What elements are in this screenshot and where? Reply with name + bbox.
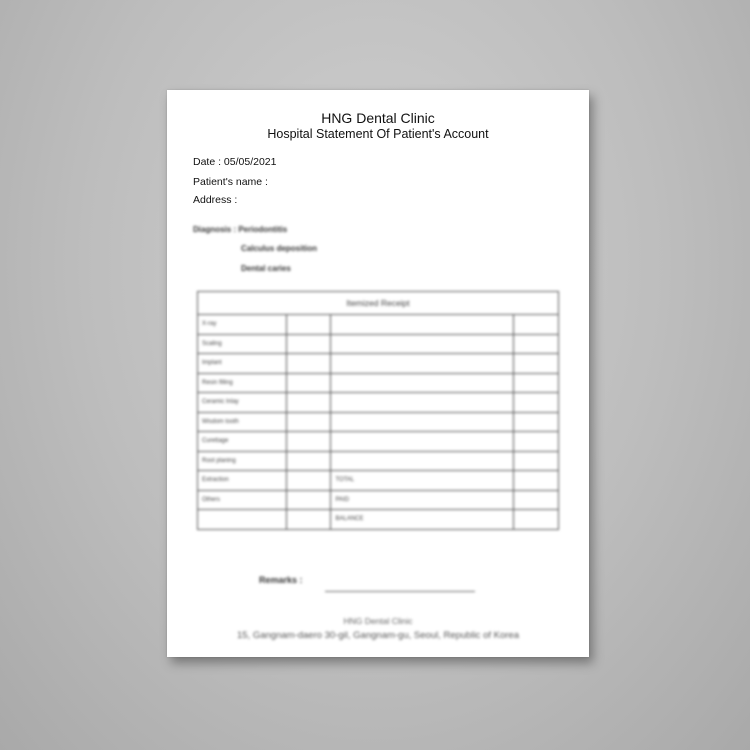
table-cell: BALANCE xyxy=(331,510,514,530)
table-row xyxy=(198,490,559,510)
table-cell xyxy=(514,393,559,413)
table-cell xyxy=(287,471,331,491)
table-cell xyxy=(198,510,287,530)
table-cell: Wisdom tooth xyxy=(198,412,287,432)
table-cell xyxy=(514,334,559,354)
table-cell xyxy=(287,373,331,393)
table-cell xyxy=(514,432,559,452)
statement-title: Hospital Statement Of Patient's Account xyxy=(267,127,489,141)
table-cell: TOTAL xyxy=(331,471,514,491)
table-cell xyxy=(287,354,331,374)
diagnosis-label: Diagnosis : Periodontitis xyxy=(193,225,288,234)
table-cell xyxy=(331,451,514,471)
table-row xyxy=(198,373,559,393)
table-cell: X-ray xyxy=(198,315,287,335)
table-cell xyxy=(331,412,514,432)
table-cell xyxy=(514,451,559,471)
table-cell: Ceramic Inlay xyxy=(198,393,287,413)
table-cell xyxy=(287,490,331,510)
table-cell xyxy=(514,373,559,393)
table-cell xyxy=(287,315,331,335)
date-label: Date : 05/05/2021 xyxy=(193,156,277,168)
diagnosis-item: Calculus deposition xyxy=(241,244,318,253)
table-cell xyxy=(514,510,559,530)
table-row xyxy=(198,412,559,432)
itemized-receipt-table xyxy=(197,291,559,530)
table-cell: Curettage xyxy=(198,432,287,452)
table-row xyxy=(198,451,559,471)
table-row xyxy=(198,334,559,354)
table-cell: Extraction xyxy=(198,471,287,491)
table-row xyxy=(198,471,559,491)
table-cell xyxy=(287,393,331,413)
table-cell xyxy=(514,471,559,491)
remarks-line xyxy=(325,591,475,592)
table-cell xyxy=(287,510,331,530)
diagnosis-item: Dental caries xyxy=(241,264,291,273)
table-cell xyxy=(514,315,559,335)
table-row xyxy=(198,393,559,413)
footer-address: 15, Gangnam-daero 30-gil, Gangnam-gu, Seoul, Republic of Korea xyxy=(236,630,519,641)
remarks-label: Remarks : xyxy=(259,575,303,585)
table-row xyxy=(198,315,559,335)
table-cell: Others xyxy=(198,490,287,510)
table-cell xyxy=(331,334,514,354)
clinic-name: HNG Dental Clinic xyxy=(321,110,435,126)
patient-name-label: Patient's name : xyxy=(193,176,268,188)
statement-paper xyxy=(167,90,589,657)
table-cell: Implant xyxy=(198,354,287,374)
table-row xyxy=(198,432,559,452)
table-cell: PAID xyxy=(331,490,514,510)
table-cell xyxy=(287,412,331,432)
footer-clinic-name: HNG Dental Clinic xyxy=(343,616,413,626)
table-cell xyxy=(514,354,559,374)
receipt-header: Itemized Receipt xyxy=(198,292,559,315)
table-row xyxy=(198,510,559,530)
table-cell xyxy=(331,393,514,413)
address-label: Address : xyxy=(193,194,238,206)
table-cell xyxy=(287,334,331,354)
table-row xyxy=(198,354,559,374)
table-cell: Scaling xyxy=(198,334,287,354)
table-cell xyxy=(287,451,331,471)
table-cell xyxy=(287,432,331,452)
table-cell xyxy=(514,412,559,432)
table-cell xyxy=(331,432,514,452)
table-cell xyxy=(331,315,514,335)
table-cell: Root planing xyxy=(198,451,287,471)
table-cell xyxy=(331,373,514,393)
table-cell xyxy=(331,354,514,374)
table-cell: Resin filling xyxy=(198,373,287,393)
table-cell xyxy=(514,490,559,510)
